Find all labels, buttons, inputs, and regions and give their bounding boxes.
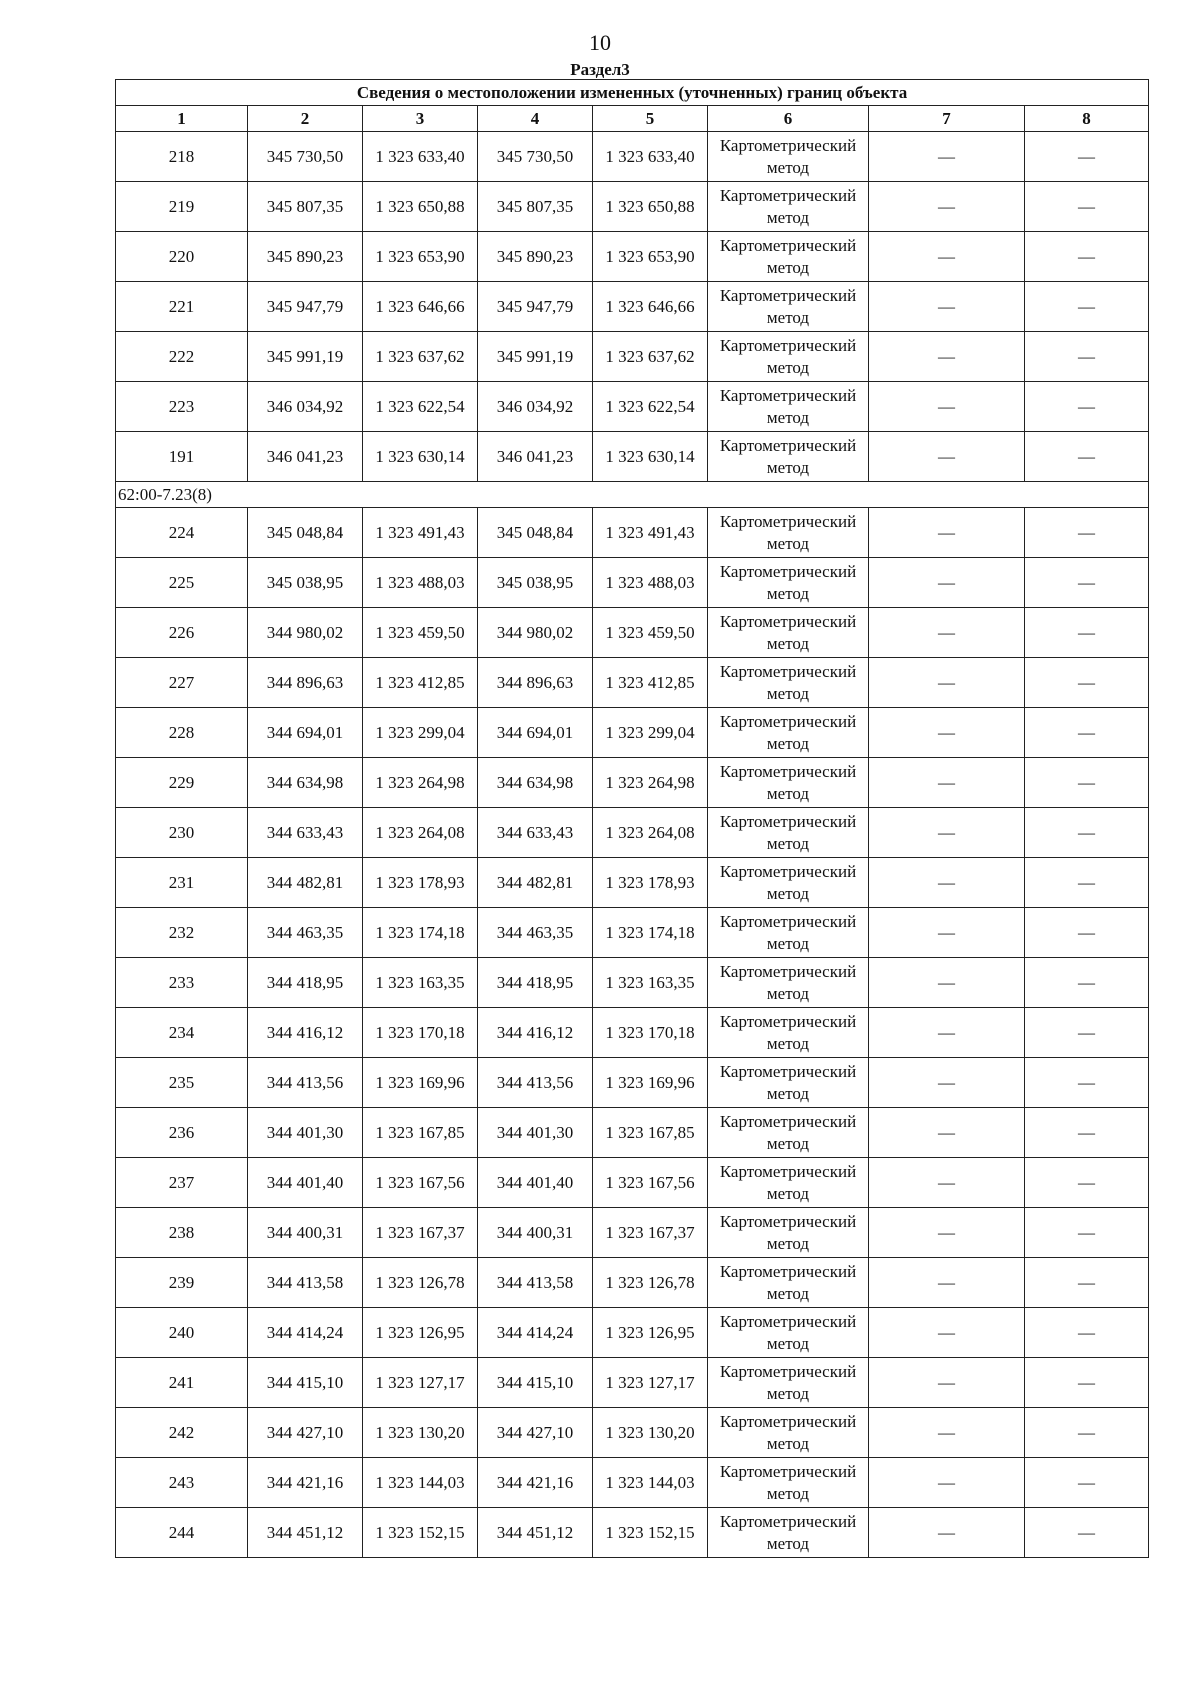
y-coord-cell: 1 323 622,54 — [593, 382, 708, 432]
x-coord-cell: 344 416,12 — [478, 1008, 593, 1058]
y-coord-cell: 1 323 167,56 — [363, 1158, 478, 1208]
dash-cell: — — [869, 558, 1025, 608]
table-row — [116, 1508, 1149, 1558]
y-coord-cell: 1 323 299,04 — [363, 708, 478, 758]
method-cell: Картометрический метод — [708, 608, 869, 658]
dash-cell: — — [869, 708, 1025, 758]
x-coord-cell: 345 991,19 — [478, 332, 593, 382]
dash-cell: — — [1025, 1008, 1149, 1058]
table-row — [116, 132, 1149, 182]
x-coord-cell: 344 633,43 — [248, 808, 363, 858]
dash-cell: — — [869, 858, 1025, 908]
table-row — [116, 382, 1149, 432]
x-coord-cell: 345 048,84 — [248, 508, 363, 558]
point-number-cell: 240 — [116, 1308, 248, 1358]
dash-cell: — — [869, 1208, 1025, 1258]
table-row — [116, 1458, 1149, 1508]
x-coord-cell: 344 463,35 — [248, 908, 363, 958]
point-number-cell: 191 — [116, 432, 248, 482]
x-coord-cell: 344 413,58 — [478, 1258, 593, 1308]
table-row — [116, 1208, 1149, 1258]
y-coord-cell: 1 323 633,40 — [363, 132, 478, 182]
dash-cell: — — [1025, 1408, 1149, 1458]
dash-cell: — — [869, 808, 1025, 858]
point-number-cell: 241 — [116, 1358, 248, 1408]
point-number-cell: 218 — [116, 132, 248, 182]
y-coord-cell: 1 323 459,50 — [363, 608, 478, 658]
table-row — [116, 1258, 1149, 1308]
y-coord-cell: 1 323 637,62 — [363, 332, 478, 382]
y-coord-cell: 1 323 144,03 — [363, 1458, 478, 1508]
y-coord-cell: 1 323 178,93 — [363, 858, 478, 908]
column-header: 2 — [248, 106, 363, 132]
column-header-row — [116, 106, 1149, 132]
method-cell: Картометрический метод — [708, 958, 869, 1008]
x-coord-cell: 345 991,19 — [248, 332, 363, 382]
x-coord-cell: 344 400,31 — [478, 1208, 593, 1258]
table-body-part-1 — [116, 132, 1149, 482]
x-coord-cell: 344 414,24 — [248, 1308, 363, 1358]
point-number-cell: 219 — [116, 182, 248, 232]
x-coord-cell: 344 980,02 — [248, 608, 363, 658]
dash-cell: — — [1025, 1508, 1149, 1558]
dash-cell: — — [869, 758, 1025, 808]
method-cell: Картометрический метод — [708, 1508, 869, 1558]
table-row — [116, 808, 1149, 858]
table-row — [116, 708, 1149, 758]
method-cell: Картометрический метод — [708, 382, 869, 432]
y-coord-cell: 1 323 163,35 — [363, 958, 478, 1008]
group-label: 62:00-7.23(8) — [116, 482, 1149, 508]
dash-cell: — — [1025, 1258, 1149, 1308]
y-coord-cell: 1 323 167,85 — [593, 1108, 708, 1158]
table-row — [116, 508, 1149, 558]
y-coord-cell: 1 323 630,14 — [593, 432, 708, 482]
y-coord-cell: 1 323 491,43 — [593, 508, 708, 558]
dash-cell: — — [869, 182, 1025, 232]
x-coord-cell: 344 421,16 — [248, 1458, 363, 1508]
y-coord-cell: 1 323 167,37 — [363, 1208, 478, 1258]
x-coord-cell: 344 427,10 — [248, 1408, 363, 1458]
point-number-cell: 228 — [116, 708, 248, 758]
dash-cell: — — [1025, 1158, 1149, 1208]
dash-cell: — — [1025, 332, 1149, 382]
x-coord-cell: 344 482,81 — [478, 858, 593, 908]
table-row — [116, 658, 1149, 708]
y-coord-cell: 1 323 170,18 — [593, 1008, 708, 1058]
y-coord-cell: 1 323 163,35 — [593, 958, 708, 1008]
point-number-cell: 233 — [116, 958, 248, 1008]
point-number-cell: 231 — [116, 858, 248, 908]
x-coord-cell: 344 401,30 — [248, 1108, 363, 1158]
y-coord-cell: 1 323 167,56 — [593, 1158, 708, 1208]
dash-cell: — — [1025, 182, 1149, 232]
dash-cell: — — [869, 958, 1025, 1008]
y-coord-cell: 1 323 169,96 — [593, 1058, 708, 1108]
dash-cell: — — [869, 658, 1025, 708]
y-coord-cell: 1 323 637,62 — [593, 332, 708, 382]
x-coord-cell: 344 694,01 — [478, 708, 593, 758]
boundary-table — [115, 79, 1149, 1558]
table-row — [116, 558, 1149, 608]
dash-cell: — — [1025, 382, 1149, 432]
x-coord-cell: 344 400,31 — [248, 1208, 363, 1258]
y-coord-cell: 1 323 299,04 — [593, 708, 708, 758]
y-coord-cell: 1 323 178,93 — [593, 858, 708, 908]
y-coord-cell: 1 323 130,20 — [363, 1408, 478, 1458]
x-coord-cell: 345 048,84 — [478, 508, 593, 558]
table-body-part-2 — [116, 508, 1149, 1558]
dash-cell: — — [869, 908, 1025, 958]
table-row — [116, 282, 1149, 332]
method-cell: Картометрический метод — [708, 1058, 869, 1108]
y-coord-cell: 1 323 459,50 — [593, 608, 708, 658]
x-coord-cell: 345 038,95 — [248, 558, 363, 608]
point-number-cell: 222 — [116, 332, 248, 382]
dash-cell: — — [1025, 808, 1149, 858]
table-row — [116, 858, 1149, 908]
x-coord-cell: 345 730,50 — [248, 132, 363, 182]
x-coord-cell: 345 038,95 — [478, 558, 593, 608]
y-coord-cell: 1 323 653,90 — [593, 232, 708, 282]
dash-cell: — — [1025, 608, 1149, 658]
dash-cell: — — [1025, 1208, 1149, 1258]
dash-cell: — — [1025, 858, 1149, 908]
y-coord-cell: 1 323 174,18 — [363, 908, 478, 958]
dash-cell: — — [869, 432, 1025, 482]
y-coord-cell: 1 323 646,66 — [363, 282, 478, 332]
table-row — [116, 958, 1149, 1008]
y-coord-cell: 1 323 264,98 — [593, 758, 708, 808]
y-coord-cell: 1 323 126,78 — [363, 1258, 478, 1308]
y-coord-cell: 1 323 412,85 — [363, 658, 478, 708]
y-coord-cell: 1 323 630,14 — [363, 432, 478, 482]
column-header: 4 — [478, 106, 593, 132]
point-number-cell: 224 — [116, 508, 248, 558]
y-coord-cell: 1 323 127,17 — [593, 1358, 708, 1408]
point-number-cell: 225 — [116, 558, 248, 608]
table-row — [116, 758, 1149, 808]
method-cell: Картометрический метод — [708, 708, 869, 758]
column-header: 5 — [593, 106, 708, 132]
y-coord-cell: 1 323 130,20 — [593, 1408, 708, 1458]
dash-cell: — — [1025, 1058, 1149, 1108]
x-coord-cell: 345 730,50 — [478, 132, 593, 182]
dash-cell: — — [869, 1058, 1025, 1108]
method-cell: Картометрический метод — [708, 858, 869, 908]
method-cell: Картометрический метод — [708, 1008, 869, 1058]
dash-cell: — — [1025, 658, 1149, 708]
dash-cell: — — [1025, 1358, 1149, 1408]
y-coord-cell: 1 323 412,85 — [593, 658, 708, 708]
x-coord-cell: 346 034,92 — [248, 382, 363, 432]
x-coord-cell: 344 401,30 — [478, 1108, 593, 1158]
x-coord-cell: 344 416,12 — [248, 1008, 363, 1058]
dash-cell: — — [1025, 758, 1149, 808]
dash-cell: — — [1025, 508, 1149, 558]
dash-cell: — — [1025, 1458, 1149, 1508]
x-coord-cell: 344 980,02 — [478, 608, 593, 658]
point-number-cell: 226 — [116, 608, 248, 658]
column-header: 6 — [708, 106, 869, 132]
y-coord-cell: 1 323 167,85 — [363, 1108, 478, 1158]
x-coord-cell: 344 413,58 — [248, 1258, 363, 1308]
method-cell: Картометрический метод — [708, 1308, 869, 1358]
dash-cell: — — [869, 1158, 1025, 1208]
point-number-cell: 221 — [116, 282, 248, 332]
point-number-cell: 242 — [116, 1408, 248, 1458]
y-coord-cell: 1 323 170,18 — [363, 1008, 478, 1058]
table-row — [116, 1308, 1149, 1358]
y-coord-cell: 1 323 622,54 — [363, 382, 478, 432]
dash-cell: — — [1025, 558, 1149, 608]
method-cell: Картометрический метод — [708, 332, 869, 382]
table-row — [116, 908, 1149, 958]
table-row — [116, 1008, 1149, 1058]
point-number-cell: 244 — [116, 1508, 248, 1558]
point-number-cell: 235 — [116, 1058, 248, 1108]
y-coord-cell: 1 323 488,03 — [593, 558, 708, 608]
dash-cell: — — [869, 1008, 1025, 1058]
x-coord-cell: 346 041,23 — [478, 432, 593, 482]
y-coord-cell: 1 323 152,15 — [593, 1508, 708, 1558]
y-coord-cell: 1 323 126,95 — [593, 1308, 708, 1358]
section-title: Раздел3 — [570, 60, 630, 79]
y-coord-cell: 1 323 264,98 — [363, 758, 478, 808]
y-coord-cell: 1 323 126,95 — [363, 1308, 478, 1358]
x-coord-cell: 344 451,12 — [248, 1508, 363, 1558]
x-coord-cell: 344 415,10 — [478, 1358, 593, 1408]
method-cell: Картометрический метод — [708, 758, 869, 808]
dash-cell: — — [869, 232, 1025, 282]
dash-cell: — — [1025, 908, 1149, 958]
x-coord-cell: 345 947,79 — [478, 282, 593, 332]
dash-cell: — — [1025, 1308, 1149, 1358]
dash-cell: — — [869, 1408, 1025, 1458]
method-cell: Картометрический метод — [708, 1358, 869, 1408]
column-header: 8 — [1025, 106, 1149, 132]
point-number-cell: 227 — [116, 658, 248, 708]
x-coord-cell: 345 890,23 — [248, 232, 363, 282]
group-row — [116, 482, 1149, 508]
table-row — [116, 1358, 1149, 1408]
dash-cell: — — [869, 1258, 1025, 1308]
table-caption: Сведения о местоположении измененных (уточненных) границ объекта — [116, 80, 1149, 106]
method-cell: Картометрический метод — [708, 908, 869, 958]
point-number-cell: 229 — [116, 758, 248, 808]
page-number: 10 — [589, 30, 611, 55]
x-coord-cell: 344 896,63 — [248, 658, 363, 708]
y-coord-cell: 1 323 152,15 — [363, 1508, 478, 1558]
column-header: 1 — [116, 106, 248, 132]
y-coord-cell: 1 323 488,03 — [363, 558, 478, 608]
point-number-cell: 238 — [116, 1208, 248, 1258]
x-coord-cell: 346 041,23 — [248, 432, 363, 482]
table-row — [116, 608, 1149, 658]
x-coord-cell: 344 418,95 — [248, 958, 363, 1008]
dash-cell: — — [869, 1308, 1025, 1358]
x-coord-cell: 345 947,79 — [248, 282, 363, 332]
y-coord-cell: 1 323 174,18 — [593, 908, 708, 958]
x-coord-cell: 345 807,35 — [478, 182, 593, 232]
method-cell: Картометрический метод — [708, 1458, 869, 1508]
method-cell: Картометрический метод — [708, 432, 869, 482]
y-coord-cell: 1 323 650,88 — [593, 182, 708, 232]
dash-cell: — — [1025, 708, 1149, 758]
method-cell: Картометрический метод — [708, 1408, 869, 1458]
point-number-cell: 236 — [116, 1108, 248, 1158]
dash-cell: — — [1025, 958, 1149, 1008]
x-coord-cell: 344 414,24 — [478, 1308, 593, 1358]
dash-cell: — — [1025, 1108, 1149, 1158]
y-coord-cell: 1 323 169,96 — [363, 1058, 478, 1108]
table-row — [116, 232, 1149, 282]
y-coord-cell: 1 323 144,03 — [593, 1458, 708, 1508]
table-row — [116, 1108, 1149, 1158]
column-header: 7 — [869, 106, 1025, 132]
dash-cell: — — [869, 132, 1025, 182]
x-coord-cell: 344 415,10 — [248, 1358, 363, 1408]
method-cell: Картометрический метод — [708, 558, 869, 608]
method-cell: Картометрический метод — [708, 508, 869, 558]
point-number-cell: 239 — [116, 1258, 248, 1308]
point-number-cell: 237 — [116, 1158, 248, 1208]
y-coord-cell: 1 323 633,40 — [593, 132, 708, 182]
y-coord-cell: 1 323 650,88 — [363, 182, 478, 232]
x-coord-cell: 346 034,92 — [478, 382, 593, 432]
x-coord-cell: 345 807,35 — [248, 182, 363, 232]
x-coord-cell: 344 694,01 — [248, 708, 363, 758]
x-coord-cell: 344 413,56 — [248, 1058, 363, 1108]
point-number-cell: 243 — [116, 1458, 248, 1508]
column-header: 3 — [363, 106, 478, 132]
y-coord-cell: 1 323 167,37 — [593, 1208, 708, 1258]
table-row — [116, 1408, 1149, 1458]
method-cell: Картометрический метод — [708, 1208, 869, 1258]
dash-cell: — — [869, 1508, 1025, 1558]
x-coord-cell: 344 418,95 — [478, 958, 593, 1008]
table-row — [116, 332, 1149, 382]
dash-cell: — — [869, 508, 1025, 558]
point-number-cell: 234 — [116, 1008, 248, 1058]
x-coord-cell: 344 451,12 — [478, 1508, 593, 1558]
table-row — [116, 1058, 1149, 1108]
x-coord-cell: 344 633,43 — [478, 808, 593, 858]
dash-cell: — — [869, 1108, 1025, 1158]
y-coord-cell: 1 323 646,66 — [593, 282, 708, 332]
point-number-cell: 232 — [116, 908, 248, 958]
y-coord-cell: 1 323 491,43 — [363, 508, 478, 558]
table-row — [116, 1158, 1149, 1208]
x-coord-cell: 344 401,40 — [478, 1158, 593, 1208]
y-coord-cell: 1 323 264,08 — [363, 808, 478, 858]
point-number-cell: 223 — [116, 382, 248, 432]
x-coord-cell: 344 634,98 — [478, 758, 593, 808]
method-cell: Картометрический метод — [708, 658, 869, 708]
point-number-cell: 230 — [116, 808, 248, 858]
method-cell: Картометрический метод — [708, 132, 869, 182]
dash-cell: — — [869, 608, 1025, 658]
y-coord-cell: 1 323 653,90 — [363, 232, 478, 282]
method-cell: Картометрический метод — [708, 1108, 869, 1158]
method-cell: Картометрический метод — [708, 808, 869, 858]
dash-cell: — — [869, 282, 1025, 332]
x-coord-cell: 344 896,63 — [478, 658, 593, 708]
dash-cell: — — [869, 332, 1025, 382]
y-coord-cell: 1 323 126,78 — [593, 1258, 708, 1308]
x-coord-cell: 344 463,35 — [478, 908, 593, 958]
dash-cell: — — [1025, 132, 1149, 182]
method-cell: Картометрический метод — [708, 1258, 869, 1308]
table-row — [116, 182, 1149, 232]
x-coord-cell: 344 482,81 — [248, 858, 363, 908]
x-coord-cell: 344 401,40 — [248, 1158, 363, 1208]
table-row — [116, 432, 1149, 482]
x-coord-cell: 344 634,98 — [248, 758, 363, 808]
y-coord-cell: 1 323 264,08 — [593, 808, 708, 858]
dash-cell: — — [1025, 232, 1149, 282]
dash-cell: — — [869, 1458, 1025, 1508]
method-cell: Картометрический метод — [708, 1158, 869, 1208]
x-coord-cell: 344 427,10 — [478, 1408, 593, 1458]
method-cell: Картометрический метод — [708, 182, 869, 232]
method-cell: Картометрический метод — [708, 282, 869, 332]
dash-cell: — — [869, 382, 1025, 432]
y-coord-cell: 1 323 127,17 — [363, 1358, 478, 1408]
method-cell: Картометрический метод — [708, 232, 869, 282]
dash-cell: — — [1025, 432, 1149, 482]
x-coord-cell: 345 890,23 — [478, 232, 593, 282]
x-coord-cell: 344 413,56 — [478, 1058, 593, 1108]
dash-cell: — — [869, 1358, 1025, 1408]
dash-cell: — — [1025, 282, 1149, 332]
x-coord-cell: 344 421,16 — [478, 1458, 593, 1508]
point-number-cell: 220 — [116, 232, 248, 282]
